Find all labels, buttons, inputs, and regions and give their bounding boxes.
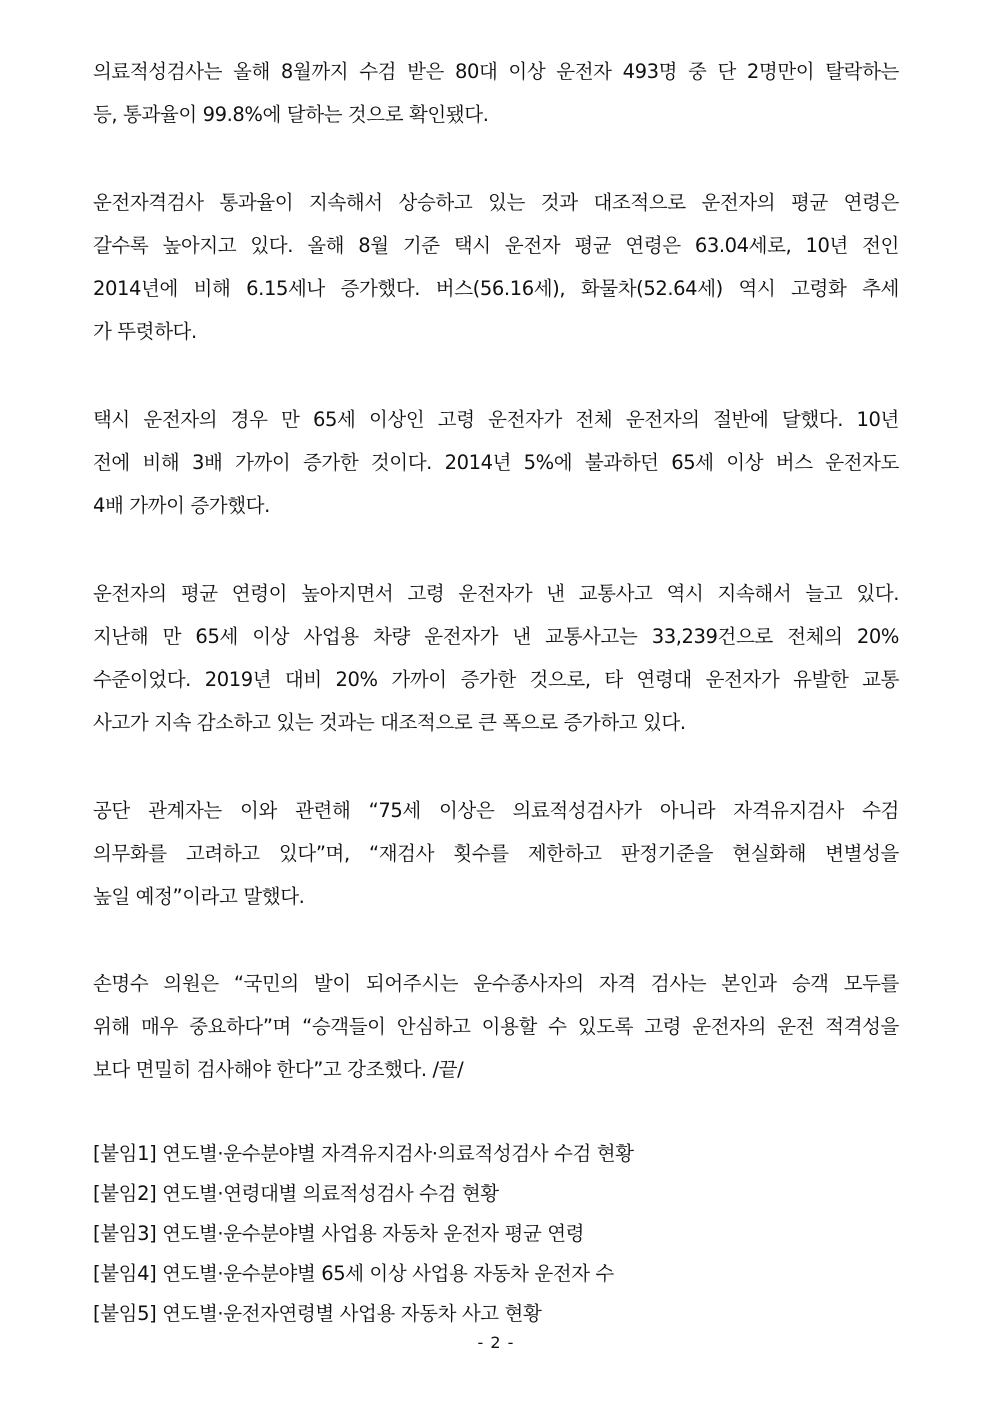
paragraph-line: 운전자의 평균 연령이 높아지면서 고령 운전자가 낸 교통사고 역시 지속해서 늘고 있다. (93, 582, 899, 605)
paragraph-line: 사고가 지속 감소하고 있는 것과는 대조적으로 큰 폭으로 증가하고 있다. (93, 711, 686, 734)
paragraph-line: 의료적성검사는 올해 8월까지 수검 받은 80대 이상 운전자 493명 중 단 2명만이 탈락하는 (93, 60, 899, 83)
paragraph-line: 갈수록 높아지고 있다. 올해 8월 기준 택시 운전자 평균 연령은 63.04세로, 10년 전인 (93, 234, 899, 257)
paragraph-elderly-driver-accidents (93, 572, 899, 744)
attachment-item: [붙임3] 연도별·운수분야별 사업용 자동차 운전자 평균 연령 (93, 1222, 585, 1245)
paragraph-lawmaker-quote (93, 962, 899, 1091)
attachment-list (93, 1134, 899, 1334)
attachment-item: [붙임5] 연도별·운전자연령별 사업용 자동차 사고 현황 (93, 1302, 542, 1325)
paragraph-line: 가 뚜렷하다. (93, 320, 197, 343)
page-number: - 2 - (477, 1333, 515, 1352)
paragraph-line: 높일 예정”이라고 말했다. (93, 885, 305, 908)
paragraph-line: 택시 운전자의 경우 만 65세 이상인 고령 운전자가 전체 운전자의 절반에 달했다. 10년 (93, 408, 899, 431)
paragraph-line: 4배 가까이 증가했다. (93, 494, 270, 517)
paragraph-line: 등, 통과율이 99.8%에 달하는 것으로 확인됐다. (93, 103, 489, 126)
attachment-item: [붙임2] 연도별·연령대별 의료적성검사 수검 현황 (93, 1182, 499, 1205)
paragraph-line: 지난해 만 65세 이상 사업용 차량 운전자가 낸 교통사고는 33,239건으로 전체의 20% (93, 625, 899, 648)
attachment-item: [붙임4] 연도별·운수분야별 65세 이상 사업용 자동차 운전자 수 (93, 1262, 614, 1285)
paragraph-taxi-elderly-drivers (93, 398, 899, 527)
paragraph-line: 공단 관계자는 이와 관련해 “75세 이상은 의료적성검사가 아니라 자격유지검사 수검 (93, 799, 899, 822)
attachment-item: [붙임1] 연도별·운수분야별 자격유지검사·의료적성검사 수검 현황 (93, 1142, 634, 1165)
paragraph-line: 보다 면밀히 검사해야 한다”고 강조했다. /끝/ (93, 1058, 464, 1081)
paragraph-line: 의무화를 고려하고 있다”며, “재검사 횟수를 제한하고 판정기준을 현실화해 변별성을 (93, 842, 899, 865)
paragraph-driver-average-age (93, 181, 899, 353)
paragraph-line: 손명수 의원은 “국민의 발이 되어주시는 운수종사자의 자격 검사는 본인과 승객 모두를 (93, 972, 899, 995)
paragraph-line: 운전자격검사 통과율이 지속해서 상승하고 있는 것과 대조적으로 운전자의 평균 연령은 (93, 191, 899, 214)
paragraph-line: 2014년에 비해 6.15세나 증가했다. 버스(56.16세), 화물차(52.64세) 역시 고령화 추세 (93, 277, 899, 300)
paragraph-medical-aptitude-pass-rate (93, 50, 899, 136)
paragraph-line: 위해 매우 중요하다”며 “승객들이 안심하고 이용할 수 있도록 고령 운전자의 운전 적격성을 (93, 1015, 899, 1038)
paragraph-agency-official-comment (93, 789, 899, 918)
paragraph-line: 수준이었다. 2019년 대비 20% 가까이 증가한 것으로, 타 연령대 운전자가 유발한 교통 (93, 668, 899, 691)
paragraph-line: 전에 비해 3배 가까이 증가한 것이다. 2014년 5%에 불과하던 65세 이상 버스 운전자도 (93, 451, 899, 474)
